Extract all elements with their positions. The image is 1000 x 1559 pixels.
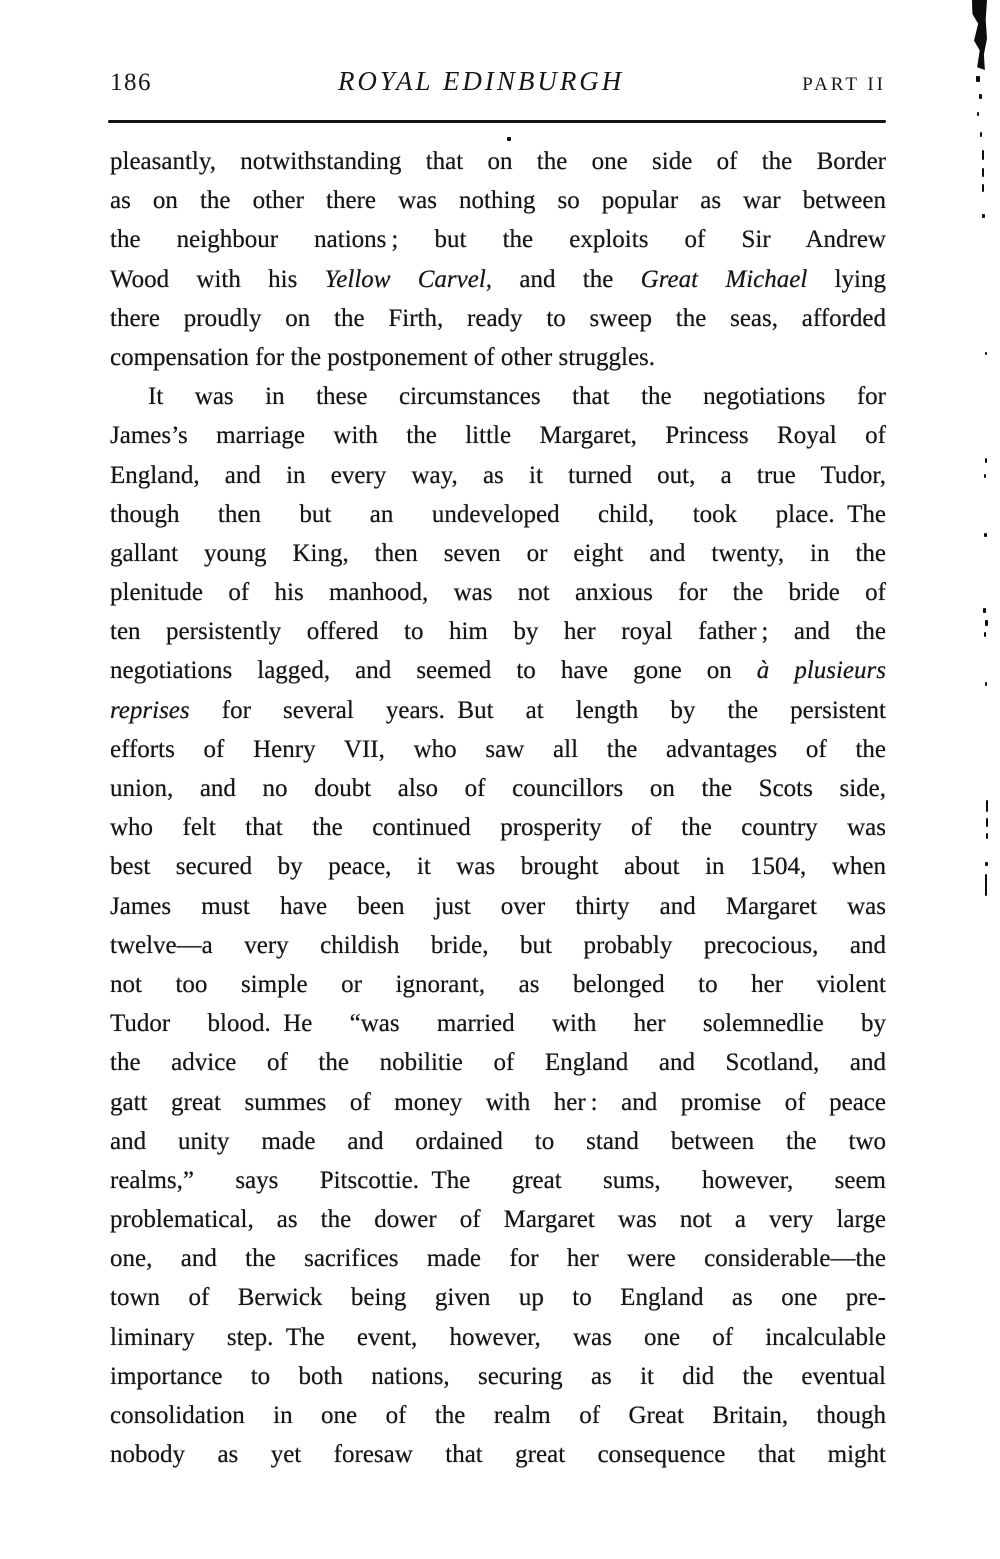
text-line — [110, 808, 886, 847]
ink-speck — [980, 132, 982, 137]
text-segment: ten persistently offered to him by her royal father ; and the — [110, 618, 886, 646]
text-line — [110, 612, 886, 651]
text-line — [110, 1043, 886, 1082]
text-segment: importance to both nations, securing as it did the eventual — [110, 1362, 886, 1390]
text-line — [110, 338, 886, 377]
text-line — [110, 847, 886, 886]
text-segment: the advice of the nobilitie of England and Scotland, and — [110, 1049, 886, 1077]
text-segment: consolidation in one of the realm of Great Britain, though — [110, 1402, 886, 1429]
text-segment: though then but an undeveloped child, took place. The — [110, 500, 886, 528]
text-line — [110, 1083, 886, 1122]
text-block — [110, 142, 886, 1474]
text-line — [110, 965, 886, 1004]
text-segment: for several years. But at length by the persistent — [189, 696, 886, 724]
text-line — [110, 1435, 886, 1474]
ink-speck — [984, 632, 986, 637]
page-header — [110, 66, 886, 97]
text-line — [110, 1318, 886, 1357]
italic-text-segment: Great Michael — [640, 265, 808, 293]
ink-speck — [983, 608, 986, 613]
text-line — [110, 651, 886, 690]
paragraph — [110, 142, 886, 377]
text-segment: not too simple or ignorant, as belonged to her violent — [110, 970, 886, 998]
italic-text-segment: à plusieurs — [756, 657, 886, 685]
ink-speck — [982, 214, 985, 218]
ink-speck — [985, 352, 987, 355]
text-line — [110, 1161, 886, 1200]
ink-speck — [982, 184, 984, 192]
italic-text-segment: reprises — [110, 696, 190, 724]
text-line — [110, 926, 886, 965]
text-segment: twelve—a very childish bride, but probably precocious, and — [110, 931, 886, 959]
text-segment: one, and the sacrifices made for her were considerable—the — [110, 1245, 886, 1273]
ink-speck — [986, 818, 988, 827]
text-segment: Wood with his — [110, 265, 325, 293]
text-line — [110, 730, 886, 769]
text-line — [110, 1122, 886, 1161]
text-segment: nobody as yet foresaw that great consequence that might — [110, 1441, 886, 1469]
ink-speck — [985, 874, 987, 896]
text-line — [110, 1357, 886, 1396]
text-line — [110, 769, 886, 808]
text-line — [110, 260, 886, 299]
text-line — [110, 456, 886, 495]
text-segment: James’s marriage with the little Margaret, Princess Royal of — [110, 422, 886, 450]
text-segment: James must have been just over thirty and Margaret was — [110, 892, 886, 920]
text-line — [110, 377, 886, 416]
ink-speck — [507, 137, 511, 141]
text-segment: there proudly on the Firth, ready to sweep the seas, afforded — [110, 304, 886, 332]
italic-text-segment: Yellow Carvel, — [324, 265, 493, 293]
ink-speck — [984, 533, 987, 537]
text-line — [110, 1396, 886, 1435]
text-segment: England, and in every way, as it turned out, a true Tudor, — [110, 461, 886, 489]
text-segment: best secured by peace, it was brought about in 1504, when — [110, 853, 886, 881]
page-number: 186 — [110, 69, 152, 96]
ink-speck — [979, 94, 982, 99]
text-segment: liminary step. The event, however, was one of incalculable — [110, 1323, 886, 1351]
text-line — [110, 1278, 886, 1317]
text-line — [110, 495, 886, 534]
paragraph — [110, 377, 886, 1474]
ink-speck — [986, 800, 988, 812]
text-segment: Tudor blood. He “was married with her solemnedlie by — [110, 1010, 886, 1038]
running-title: ROYAL EDINBURGH — [337, 66, 625, 96]
text-line — [110, 1200, 886, 1239]
text-segment: as on the other there was nothing so popular as war between — [110, 187, 886, 215]
text-segment: who felt that the continued prosperity of the country was — [110, 814, 886, 842]
ink-speck — [986, 833, 988, 839]
text-line — [110, 573, 886, 612]
ink-speck — [982, 168, 984, 177]
part-label: PART II — [802, 74, 886, 95]
ink-speck — [977, 112, 979, 116]
ink-speck — [985, 682, 987, 686]
text-segment: lying — [807, 265, 886, 293]
text-segment: realms,” says Pitscottie. The great sums, however, seem — [110, 1166, 886, 1194]
text-line — [110, 534, 886, 573]
text-segment: gatt great summes of money with her : and promise of peace — [110, 1088, 886, 1116]
text-segment: negotiations lagged, and seemed to have gone on — [110, 657, 757, 685]
text-line — [110, 142, 886, 181]
ink-speck — [982, 150, 984, 160]
text-line — [110, 181, 886, 220]
text-segment: union, and no doubt also of councillors on the Scots side, — [110, 775, 886, 802]
text-line — [110, 1239, 886, 1278]
text-line — [110, 416, 886, 455]
text-segment: problematical, as the dower of Margaret was not a very large — [110, 1206, 886, 1234]
text-line — [110, 299, 886, 338]
header-rule — [108, 120, 886, 123]
text-segment: gallant young King, then seven or eight and twenty, in the — [110, 539, 886, 567]
text-segment: and the — [492, 265, 641, 293]
scan-ink-blob — [961, 0, 987, 70]
ink-speck — [985, 620, 988, 626]
text-segment: pleasantly, notwithstanding that on the one side of the Border — [110, 148, 886, 175]
text-segment: and unity made and ordained to stand between the two — [110, 1127, 886, 1155]
ink-speck — [985, 862, 988, 866]
text-line — [110, 691, 886, 730]
text-segment: plenitude of his manhood, was not anxious for the bride of — [110, 579, 886, 607]
text-segment: efforts of Henry VII, who saw all the advantages of the — [110, 735, 886, 763]
ink-speck — [985, 458, 987, 463]
text-segment: compensation for the postponement of other struggles. — [110, 343, 656, 371]
ink-speck — [984, 474, 986, 478]
text-segment: It was in these circumstances that the negotiations for — [148, 383, 886, 411]
text-line — [110, 1004, 886, 1043]
text-line — [110, 887, 886, 926]
ink-speck — [976, 76, 980, 82]
text-segment: the neighbour nations ; but the exploits of Sir Andrew — [110, 226, 886, 254]
text-line — [110, 220, 886, 259]
text-segment: town of Berwick being given up to England as one pre- — [110, 1284, 886, 1312]
